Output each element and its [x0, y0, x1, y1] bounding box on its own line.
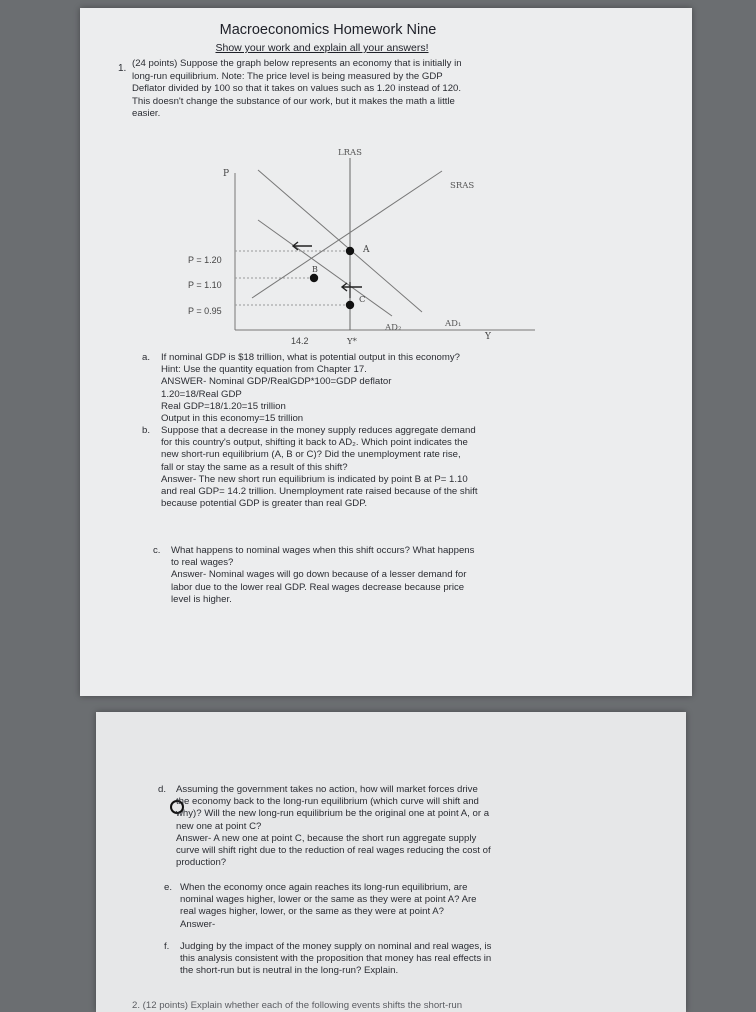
answer-line: because potential GDP is greater than real GDP.	[161, 498, 368, 510]
part-a	[161, 352, 591, 425]
ad1-line	[258, 170, 422, 312]
answer-line: 1.20=18/Real GDP	[161, 388, 242, 400]
answer-line: Answer- Nominal wages will go down because of a lesser demand for	[171, 569, 467, 581]
answer-line: Answer- A new one at point C, because the short run aggregate supply	[176, 832, 477, 844]
part-d-letter: d.	[158, 784, 167, 795]
ad1-label: AD₁	[445, 319, 462, 329]
question-line: If nominal GDP is $18 trillion, what is potential output in this economy?	[161, 352, 460, 363]
answer-line: ANSWER- Nominal GDP/RealGDP*100=GDP deflator	[161, 376, 392, 388]
part-d	[176, 784, 606, 869]
sras-label: SRAS	[450, 181, 475, 191]
homework-page-2	[96, 712, 686, 1012]
page-title: Macroeconomics Homework Nine	[219, 22, 437, 38]
intro-line: easier.	[132, 108, 161, 120]
ad2-label: AD₂	[385, 323, 402, 333]
part-f	[180, 941, 610, 978]
part-a-letter: a.	[142, 352, 151, 363]
price-label: P = 1.20	[188, 255, 222, 265]
answer-line: production?	[176, 857, 227, 869]
part-c-letter: c.	[153, 545, 161, 556]
question-line: for this country's output, shifting it back to AD₂. Which point indicates the	[161, 437, 468, 449]
page-subtitle: Show your work and explain all your answers!	[215, 42, 429, 54]
as-ad-diagram	[80, 8, 692, 348]
next-question-cutoff	[132, 1000, 562, 1012]
question-number: 1.	[118, 63, 127, 74]
lras-label: LRAS	[338, 148, 363, 158]
question-line: the short-run but is neutral in the long-run? Explain.	[180, 965, 399, 977]
part-f-letter: f.	[164, 941, 170, 952]
point-label: B	[312, 265, 318, 274]
question-line: new short-run equilibrium (A, B or C)? Did the unemployment rate rise,	[161, 449, 461, 461]
intro-line: This doesn't change the substance of our work, but it makes the math a little	[132, 95, 455, 107]
question-line: nominal wages higher, lower or the same as they were at point A? Are	[180, 894, 477, 906]
part-b	[161, 425, 591, 510]
question-line: new one at point C?	[176, 820, 262, 832]
question-line: Suppose that a decrease in the money supply reduces aggregate demand	[161, 425, 476, 436]
question-line: Judging by the impact of the money supply on nominal and real wages, is	[180, 941, 492, 952]
intro-line: long-run equilibrium. Note: The price level is being measured by the GDP	[132, 70, 443, 82]
price-label: P = 1.10	[188, 280, 222, 290]
part-b-letter: b.	[142, 425, 151, 436]
intro-line: Deflator divided by 100 so that it takes on values such as 1.20 instead of 120.	[132, 83, 462, 95]
answer-line: curve will shift right due to the reduction of real wages reducing the cost of	[176, 845, 491, 857]
question-line: to real wages?	[171, 557, 234, 569]
point-label: A	[363, 245, 370, 255]
p-axis-label: P	[223, 169, 230, 179]
point-label: C	[359, 295, 366, 305]
part-e-letter: e.	[164, 882, 173, 893]
question-line: Assuming the government takes no action, how will market forces drive	[176, 784, 478, 795]
question-line: Hint: Use the quantity equation from Chapter 17.	[161, 364, 367, 376]
cutoff-line: 2. (12 points) Explain whether each of the following events shifts the short-run	[132, 1000, 463, 1011]
question-line: What happens to nominal wages when this shift occurs? What happens	[171, 545, 475, 556]
question-line: fall or stay the same as a result of this shift?	[161, 461, 348, 473]
point-b-marker	[310, 274, 318, 282]
answer-line: Answer- The new short run equilibrium is indicated by point B at P= 1.10	[161, 473, 468, 485]
part-e	[180, 882, 610, 931]
point-a-marker	[346, 247, 354, 255]
answer-line: Output in this economy=15 trillion	[161, 413, 304, 425]
output-label: 14.2	[291, 336, 309, 346]
y-axis-label: Y	[485, 332, 491, 342]
answer-line: and real GDP= 14.2 trillion. Unemployment rate raised because of the shift	[161, 486, 478, 498]
answer-line: Answer-	[180, 918, 216, 930]
question-line: the economy back to the long-run equilibrium (which curve will shift and	[176, 796, 479, 808]
answer-line: labor due to the lower real GDP. Real wages decrease because price	[171, 581, 465, 593]
price-label: P = 0.95	[188, 306, 222, 316]
question-line: When the economy once again reaches its long-run equilibrium, are	[180, 882, 468, 893]
question-line: this analysis consistent with the proposition that money has real effects in	[180, 953, 492, 965]
intro-line: (24 points) Suppose the graph below represents an economy that is initially in	[132, 58, 462, 69]
homework-page-1	[80, 8, 692, 696]
point-c-marker	[346, 301, 354, 309]
left-arrow-icon	[293, 242, 312, 250]
part-c	[171, 545, 601, 606]
answer-line: Real GDP=18/1.20=15 trillion	[161, 400, 286, 412]
question-line: why)? Will the new long-run equilibrium be the original one at point A, or a	[176, 808, 490, 820]
question-line: real wages higher, lower, or the same as they were at point A?	[180, 906, 444, 918]
output-label: Y*	[347, 337, 357, 347]
answer-line: level is higher.	[171, 593, 232, 605]
